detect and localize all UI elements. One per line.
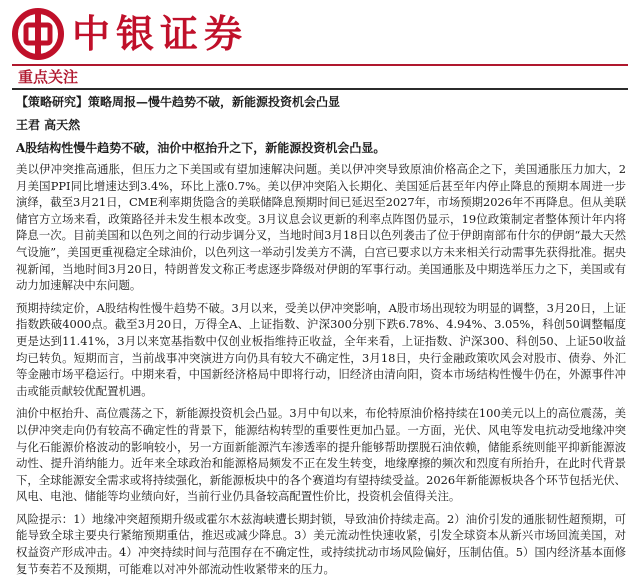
- bank-of-china-logo-icon: [12, 8, 64, 60]
- brand-name: 中银证券: [72, 12, 249, 56]
- article-authors: 王君 高天然: [16, 118, 81, 132]
- header-divider: [12, 64, 628, 66]
- article-paragraph: 预期持续定价，A股结构性慢牛趋势不破。3月以来，受美以伊冲突影响，A股市场出现较为明显的调整，3月20日，上证指数跌破4000点。截至3月20日，万得全A、上证指数、沪深300分别下跌6.78%、4.94%、3.05%，科创50调整幅度更是达到11.41%，3月以来宽基指数中仅创业板指维持正收益，全年来看，上证指数、沪深300、科创50、上证50收益均已转负。短期而言，当前战事冲突演进方向仍具有较大不确定性，3月18日，央行金融政策吹风会对股市、债券、外汇等金融市场平稳运行。中期来看，中国新经济格局中即将行动，旧经济由清向阳，资本市场结构性慢牛仍在，外源事件冲击或能贡献较优配置机遇。: [16, 300, 626, 398]
- section-divider: [12, 88, 628, 90]
- risk-warning-paragraph: 风险提示：1）地缘冲突超预期升级或霍尔木兹海峡遭长期封锁，导致油价持续走高。2）油价引发的通胀韧性超预期，可能导致全球主要央行紧缩预期重估，推迟或减少降息。3）美元流动性快速收紧，引发全球资本从新兴市场回流美国，对权益资产形成冲击。4）冲突持续时间与范围存在不确定性，或持续扰动市场风险偏好，压制估值。5）国内经济基本面修复节奏若不及预期，可能难以对冲外部流动性收紧带来的压力。: [16, 511, 626, 576]
- article-paragraph: 油价中枢抬升、高位震荡之下，新能源投资机会凸显。3月中旬以来，布伦特原油价格持续在100美元以上的高位震荡，美以伊冲突走向仍有较高不确定性的背景下，能源结构转型的重要性更加凸显。一方面，光伏、风电等发电抗动受地缘冲突与化石能源价格波动的影响较小，另一方面新能源汽车渗透率的提升能够帮助摆脱石油依赖，储能系统则能平抑新能源波动性、提升消纳能力。近年来全球政治和能源格局频发不正在发生转变，地缘摩擦的频次和烈度有所抬升，在此时代背景下，全球能源安全需求或将持续强化，新能源板块中的各个赛道均有望持续受益。2026年新能源板块各个环节包括光伏、风电、电池、储能等均业绩向好，当前行业仍具备较高配置性价比，投资机会值得关注。: [16, 406, 626, 504]
- article-lead: A股结构性慢牛趋势不破，油价中枢抬升之下，新能源投资机会凸显。: [16, 141, 386, 155]
- header: [12, 6, 628, 64]
- article-paragraph: 美以伊冲突推高通胀，但压力之下美国或有望加速解决问题。美以伊冲突导致原油价格高企之下，美国通胀压力加大，2月美国PPI同比增速达到3.4%，环比上涨0.7%。美以伊冲突陷入长期化、美国延后甚至年内停止降息的预期本周进一步演绎，截至3月21日，CME利率期货隐含的美联储降息预期时间已延迟至2027年，市场预期2026年不再降息。但从美联储官方立场来看，政策路径并未发生根本改变。3月议息会议更新的利率点阵图仍显示，19位政策制定者整体预计年内将降息一次。目前美国和以色列之间的行动步调分叉，当地时间3月18日以色列袭击了位于伊朗南部布什尔的伊朗“最大天然气设施”，美国更重视稳定全球油价，以色列这一举动引发美方不满，白宫已要求以方未来相关行动需事先获得批准。据央视新闻，当地时间3月20日，特朗普发文称正考虑逐步降级对伊朗的军事行动。美国通胀及中期选举压力之下，美国或有动力加速解决中东问题。: [16, 162, 626, 293]
- article-title: 【策略研究】策略周报—慢牛趋势不破，新能源投资机会凸显: [16, 95, 341, 109]
- article: [16, 94, 626, 577]
- section-title: 重点关注: [18, 68, 79, 86]
